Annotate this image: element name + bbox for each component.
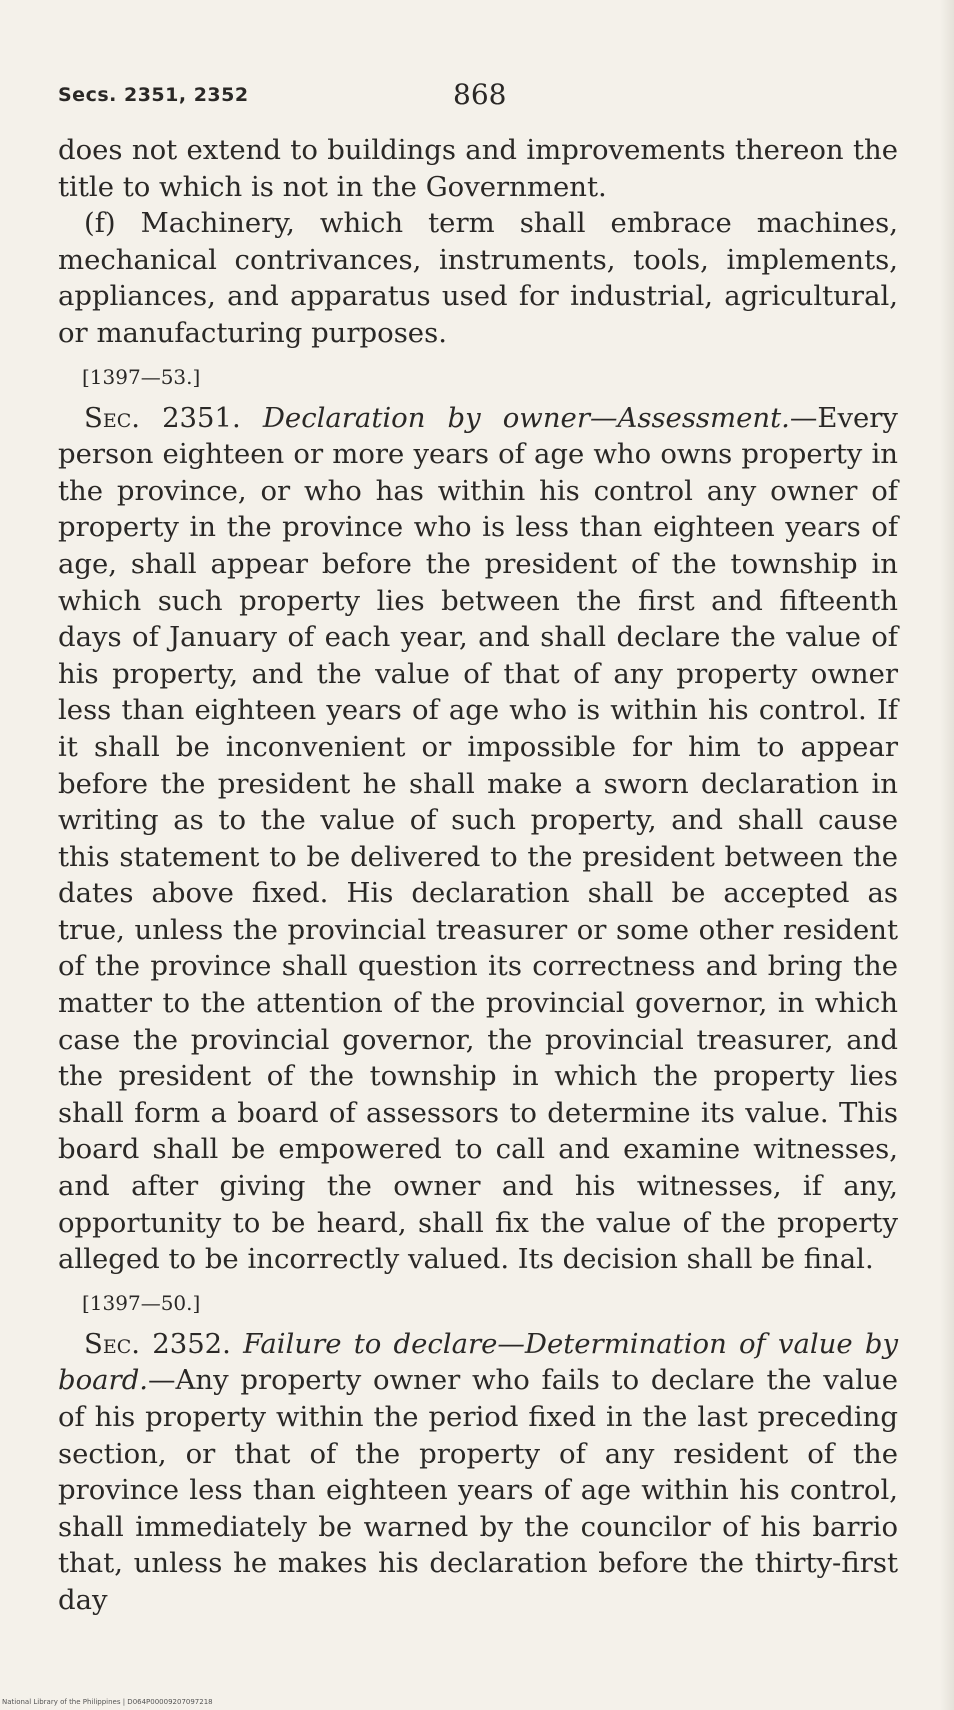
page-number: 868 — [453, 78, 507, 111]
section-2351-label: Sec. 2351. — [84, 401, 241, 434]
section-2351-title: Declaration by owner—Assessment. — [262, 401, 790, 434]
citation-1397-50: [1397—50.] — [82, 1290, 201, 1315]
section-2351 — [58, 400, 898, 1278]
paragraph-machinery: (f) Machinery, which term shall embrace machines, mechanical contrivances, instruments, tools, implements, appliances, and apparatus used for industrial, agricultural, or manufacturing purposes. — [58, 207, 898, 349]
page-edge-shadow — [940, 0, 954, 1710]
body-text — [58, 132, 898, 1619]
section-2352-title: Failure to declare—Determination of value by board. — [58, 1327, 898, 1397]
section-2352-label: Sec. 2352. — [84, 1327, 231, 1360]
citation-1397-53: [1397—53.] — [82, 364, 201, 389]
section-2352-text: —Any property owner who fails to declare the value of his property within the period fixed in the last preceding section, or that of the property of any resident of the province less than eighteen years of age within his control, shall immediately be warned by the councilor of his barrio that, unless he makes his declaration before the thirty-first day — [58, 1364, 898, 1616]
running-head — [58, 78, 898, 118]
section-2352 — [58, 1326, 898, 1619]
page-content — [58, 78, 898, 1619]
scan-footer-note: National Library of the Philippines | D064P00009207097218 — [2, 1698, 213, 1706]
paragraph-continuation: does not extend to buildings and improvements thereon the title to which is not in the Government. — [58, 134, 898, 203]
section-2351-text: —Every person eighteen or more years of age who owns property in the province, or who has within his control any owner of property in the province who is less than eighteen years of age, shall appear before the president of the township in which such property lies between the first and fifteenth days of January of each year, and shall declare the value of his property, and the value of that of any property owner less than eighteen years of age who is within his control. If it shall be inconvenient or impossible for him to appear before the president he shall make a sworn declaration in writing as to the value of such property, and shall cause this statement to be delivered to the president between the dates above fixed. His declaration shall be accepted as true, unless the provincial treasurer or some other resident of the province shall question its correctness and bring the matter to the attention of the provincial governor, in which case the provincial governor, the provincial treasurer, and the president of the township in which the property lies shall form a board of assessors to determine its value. This board shall be empowered to call and examine witnesses, and after giving the owner and his witnesses, if any, opportunity to be heard, shall fix the value of the property alleged to be incorrectly valued. Its decision shall be final. — [58, 401, 898, 1276]
section-reference: Secs. 2351, 2352 — [58, 84, 249, 106]
